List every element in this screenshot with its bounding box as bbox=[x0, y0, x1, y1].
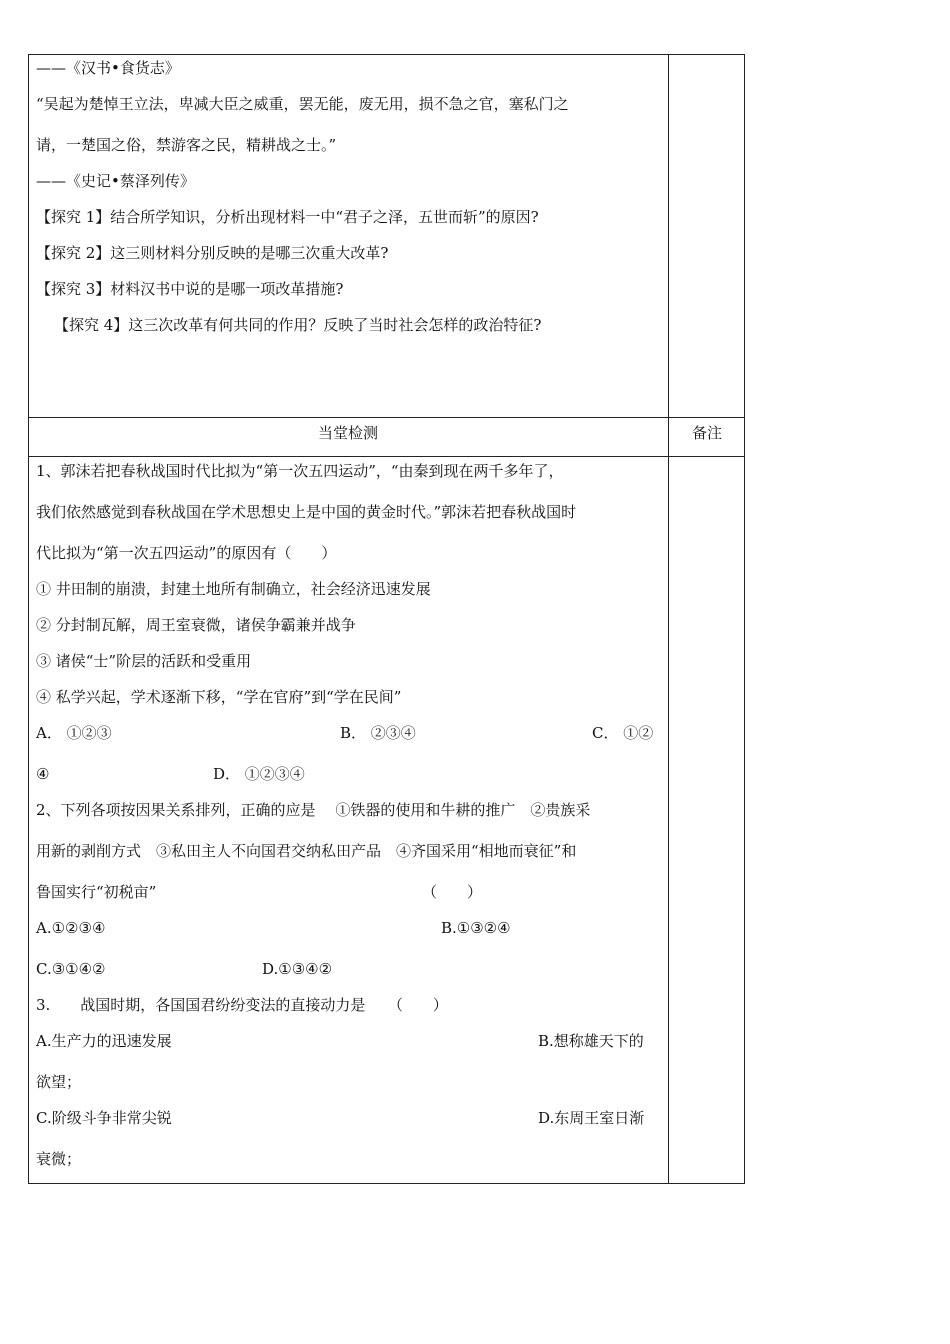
inquiry-4: 【探究 4】这三次改革有何共同的作用？反映了当时社会怎样的政治特征? bbox=[54, 316, 542, 334]
q3-option-b: B.想称雄天下的 bbox=[538, 1032, 644, 1050]
column-divider bbox=[668, 54, 669, 1184]
q1-stem-line-3: 代比拟为“第一次五四运动”的原因有（ ） bbox=[36, 544, 337, 562]
q3-stem: 3. 战国时期，各国国君纷纷变法的直接动力是 （ ） bbox=[36, 996, 448, 1014]
q2-option-d: D.①③④② bbox=[262, 960, 333, 978]
q3-option-d-cont: 衰微； bbox=[36, 1150, 82, 1168]
q2-stem-line-1: 2、下列各项按因果关系排列，正确的应是 ①铁器的使用和牛耕的推广 ②贵族采 bbox=[36, 801, 591, 819]
q3-option-c: C.阶级斗争非常尖锐 bbox=[36, 1109, 172, 1127]
q1-item-3: ③ 诸侯“士”阶层的活跃和受重用 bbox=[36, 652, 252, 670]
q1-item-4: ④ 私学兴起，学术逐渐下移，“学在官府”到“学在民间” bbox=[36, 688, 402, 706]
material-quote-line-2: 请，一楚国之俗，禁游客之民，精耕战之士。” bbox=[36, 136, 337, 154]
q2-stem-line-2: 用新的剥削方式 ③私田主人不向国君交纳私田产品 ④齐国采用“相地而衰征”和 bbox=[36, 842, 577, 860]
notes-column-header: 备注 bbox=[691, 424, 722, 442]
inquiry-3: 【探究 3】材料汉书中说的是哪一项改革措施? bbox=[36, 280, 344, 298]
q1-item-2: ② 分封制瓦解，周王室衰微，诸侯争霸兼并战争 bbox=[36, 616, 356, 634]
material-quote-line-1: “吴起为楚悼王立法，卑减大臣之威重，罢无能，废无用，损不急之官，塞私门之 bbox=[36, 95, 569, 113]
q1-stem-line-2: 我们依然感觉到春秋战国在学术思想史上是中国的黄金时代。”郭沫若把春秋战国时 bbox=[36, 503, 577, 521]
inquiry-1: 【探究 1】结合所学知识，分析出现材料一中“君子之泽，五世而斩”的原因? bbox=[36, 208, 539, 226]
q3-option-b-cont: 欲望； bbox=[36, 1073, 82, 1091]
row-divider-header-top bbox=[28, 417, 745, 418]
q1-item-1: ① 井田制的崩溃，封建土地所有制确立，社会经济迅速发展 bbox=[36, 580, 431, 598]
q2-option-b: B.①③②④ bbox=[441, 919, 511, 937]
q2-stem-line-3: 鲁国实行“初税亩” bbox=[36, 883, 157, 901]
inquiry-2: 【探究 2】这三则材料分别反映的是哪三次重大改革? bbox=[36, 244, 389, 262]
q3-option-d: D.东周王室日渐 bbox=[538, 1109, 645, 1127]
q1-option-c: C． ①② bbox=[592, 724, 654, 742]
source-citation-shiji: ——《史记•蔡泽列传》 bbox=[36, 172, 195, 190]
q3-option-a: A.生产力的迅速发展 bbox=[36, 1032, 172, 1050]
q1-stem-line-1: 1、郭沫若把春秋战国时代比拟为“第一次五四运动”，“由秦到现在两千多年了， bbox=[36, 462, 564, 480]
q1-option-b: B． ②③④ bbox=[340, 724, 416, 742]
row-divider-header-bottom bbox=[28, 456, 745, 457]
q1-option-c-cont: ④ bbox=[36, 765, 50, 783]
q1-option-a: A． ①②③ bbox=[36, 724, 112, 742]
source-citation-hanshu: ——《汉书•食货志》 bbox=[36, 59, 180, 77]
section-title-in-class-test: 当堂检测 bbox=[317, 424, 378, 442]
q2-answer-blank: （ ） bbox=[422, 883, 483, 901]
q1-option-d: D． ①②③④ bbox=[213, 765, 305, 783]
q2-option-c: C.③①④② bbox=[36, 960, 106, 978]
q2-option-a: A.①②③④ bbox=[36, 919, 106, 937]
